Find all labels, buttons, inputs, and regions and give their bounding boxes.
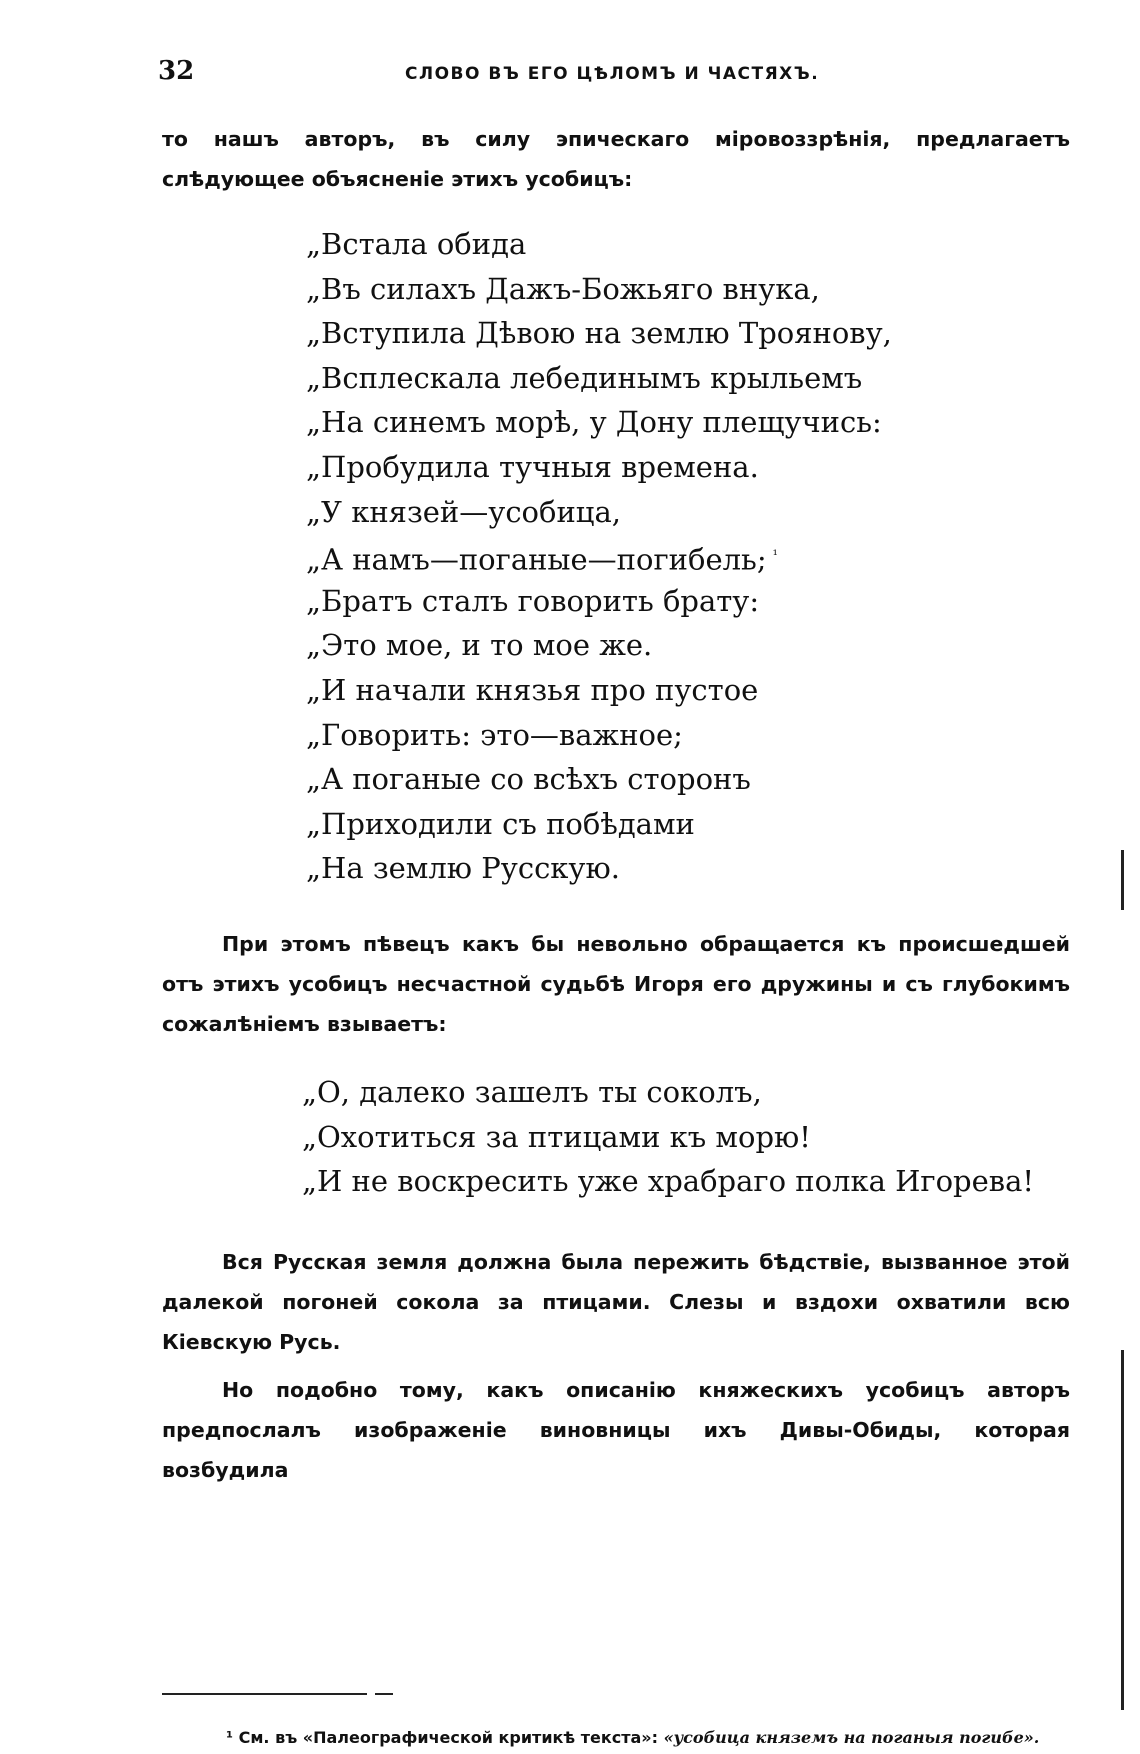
verse-line: „Охотиться за птицами къ морю!	[302, 1119, 811, 1154]
verse-line: „На синемъ морѣ, у Дону плещучись:	[306, 405, 882, 440]
footnote-number: ¹	[226, 1728, 234, 1747]
page-number: 32	[158, 56, 195, 86]
verse-2	[302, 1070, 1034, 1204]
verse-line: „Всплескала лебединымъ крыльемъ	[306, 360, 863, 395]
footnote-rule-dash	[375, 1693, 393, 1695]
verse-line-with-note	[306, 534, 892, 579]
verse-line: „О, далеко зашелъ ты соколъ,	[302, 1075, 762, 1109]
paragraph-3: Вся Русская земля должна была пережить бѣдствіе, вызванное этой далекой погоней сокола за птицами. Слезы и вздохи охватили всю Кіевскую Русь.	[162, 1250, 1070, 1354]
verse-line: „Говорить: это—важное;	[306, 717, 683, 752]
verse-1	[306, 222, 892, 891]
verse-line: „А намъ—поганые—погибель;	[306, 542, 767, 577]
footnote-marker: ¹	[772, 548, 778, 564]
footnote-text: См. въ «Палеографической критикѣ текста»:	[238, 1728, 658, 1747]
verse-line: „Встала обида	[306, 227, 527, 261]
verse-line: „Это мое, и то мое же.	[306, 628, 653, 663]
scan-edge-mark	[1121, 850, 1124, 910]
paragraph-2: При этомъ пѣвецъ какъ бы невольно обращается къ происшедшей отъ этихъ усобицъ несчастной судьбѣ Игоря его дружины и съ глубокимъ сожалѣніемъ взываетъ:	[162, 932, 1070, 1036]
paragraph-1: то нашъ авторъ, въ силу эпическаго міровоззрѣнія, предлагаетъ слѣдующее объясненіе этихъ усобицъ:	[162, 127, 1070, 191]
scan-edge-mark	[1121, 1350, 1124, 1710]
footnote	[162, 1722, 1070, 1754]
verse-line: „Въ силахъ Дажъ-Божьяго внука,	[306, 271, 820, 306]
verse-line: „Братъ сталъ говорить брату:	[306, 583, 760, 618]
paragraph-4: Но подобно тому, какъ описанію княжескихъ усобицъ авторъ предпослалъ изображеніе виновницы ихъ Дивы-Обиды, которая возбудила	[162, 1378, 1070, 1482]
footnote-rule	[162, 1693, 367, 1695]
verse-line: „Вступила Дѣвою на землю Троянову,	[306, 316, 892, 351]
verse-line: „И начали князья про пустое	[306, 672, 759, 707]
running-title: СЛОВО ВЪ ЕГО ЦѢЛОМЪ И ЧАСТЯХЪ.	[405, 64, 820, 84]
verse-line: „На землю Русскую.	[306, 851, 620, 886]
verse-line: „Приходили съ побѣдами	[306, 806, 695, 841]
footnote-quote: «усобица княземъ на поганыя погибе».	[663, 1728, 1040, 1747]
verse-line: „И не воскресить уже храбраго полка Игорева!	[302, 1164, 1035, 1199]
verse-line: „А поганые со всѣхъ сторонъ	[306, 762, 751, 797]
verse-line: „У князей—усобица,	[306, 494, 621, 529]
verse-line: „Пробудила тучныя времена.	[306, 449, 759, 484]
